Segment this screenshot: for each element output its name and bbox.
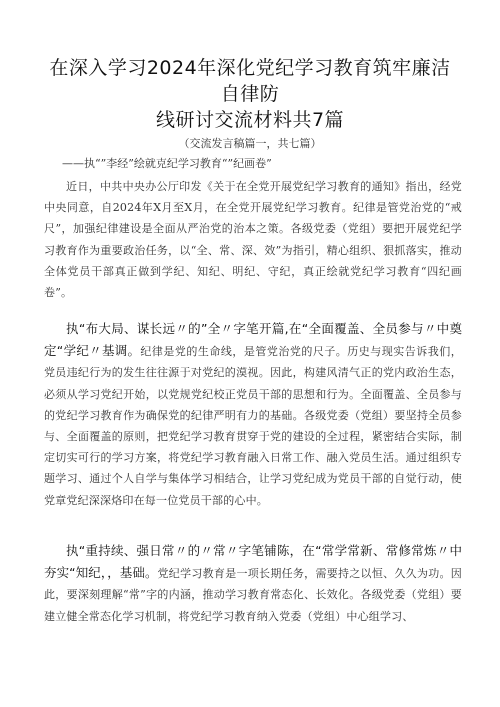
paragraph-section-2 xyxy=(44,540,462,627)
section-heading: 执“重持续、强日常〃的〃常〃字笔铺陈，在“常学常新、常修常炼〃中夯实“知纪，，基础。 xyxy=(44,543,462,581)
title-line-1: 在深入学习2024年深化党纪学习教育筑牢廉洁自律防 xyxy=(49,57,451,105)
title-line-2: 线研讨交流材料共7篇 xyxy=(155,109,345,131)
section-heading: 执“布大局、谋长远〃的”全〃字笔开篇,在“全面覆盖、全员参与〃中奠定“学纪〃基调。 xyxy=(44,321,462,359)
paragraph-text: 党纪学习教育是一项长期任务，需要持之以恒、久久为功。因此，要深刻理解“常”字的内涵，推动学习教育常态化、长效化。各级党委（党组）要建立健全常态化学习机制，将党纪学习教育纳入党委（党组）中心组学习、 xyxy=(44,567,462,623)
paragraph-text: 纪律是党的生命线，是管党治党的尺子。历史与现实告诉我们，党员违纪行为的发生往往源于对党纪的漠视。因此，构建风清气正的党内政治生态，必须从学习党纪开始，以党规党纪校正党员干部的思想和行为。全面覆盖、全员参与的党纪学习教育作为确保党的纪律严明有力的基础。各级党委（党组）要坚持全员参与、全面覆盖的原则，把党纪学习教育贯穿于党的建设的全过程，紧密结合实际，制定切实可行的学习方案，将党纪学习教育融入日常工作、融入党员生活。通过组织专题学习、通过个人自学与集体学习相结合，让学习党纪成为党员干部的自觉行动，使党章党纪深深烙印在每一位党员干部的心中。 xyxy=(44,345,462,507)
document-subtitle: （交流发言稿篇一，共七篇） xyxy=(178,137,322,150)
document-title xyxy=(40,55,460,133)
paragraph-intro xyxy=(44,176,462,303)
document-epigraph: ——执“”李经”绘就克纪学习教育“”纪画卷” xyxy=(62,157,272,170)
paragraph-section-1 xyxy=(44,318,462,511)
paragraph-text: 近日，中共中央办公厅印发《关于在全党开展党纪学习教育的通知》指出，经党中央同意，自2024年X月至X月，在全党开展党纪学习教育。纪律是管党治党的“戒尺”，加强纪律建设是全面从严治党的治本之策。各级党委（党组）要把开展党纪学习教育作为重要政治任务，以“全、常、深、效”为指引，精心组织、狠抓落实，推动全体党员干部真正做到学纪、知纪、明纪、守纪，真正绘就党纪学习教育“四纪画卷”。 xyxy=(44,180,462,300)
